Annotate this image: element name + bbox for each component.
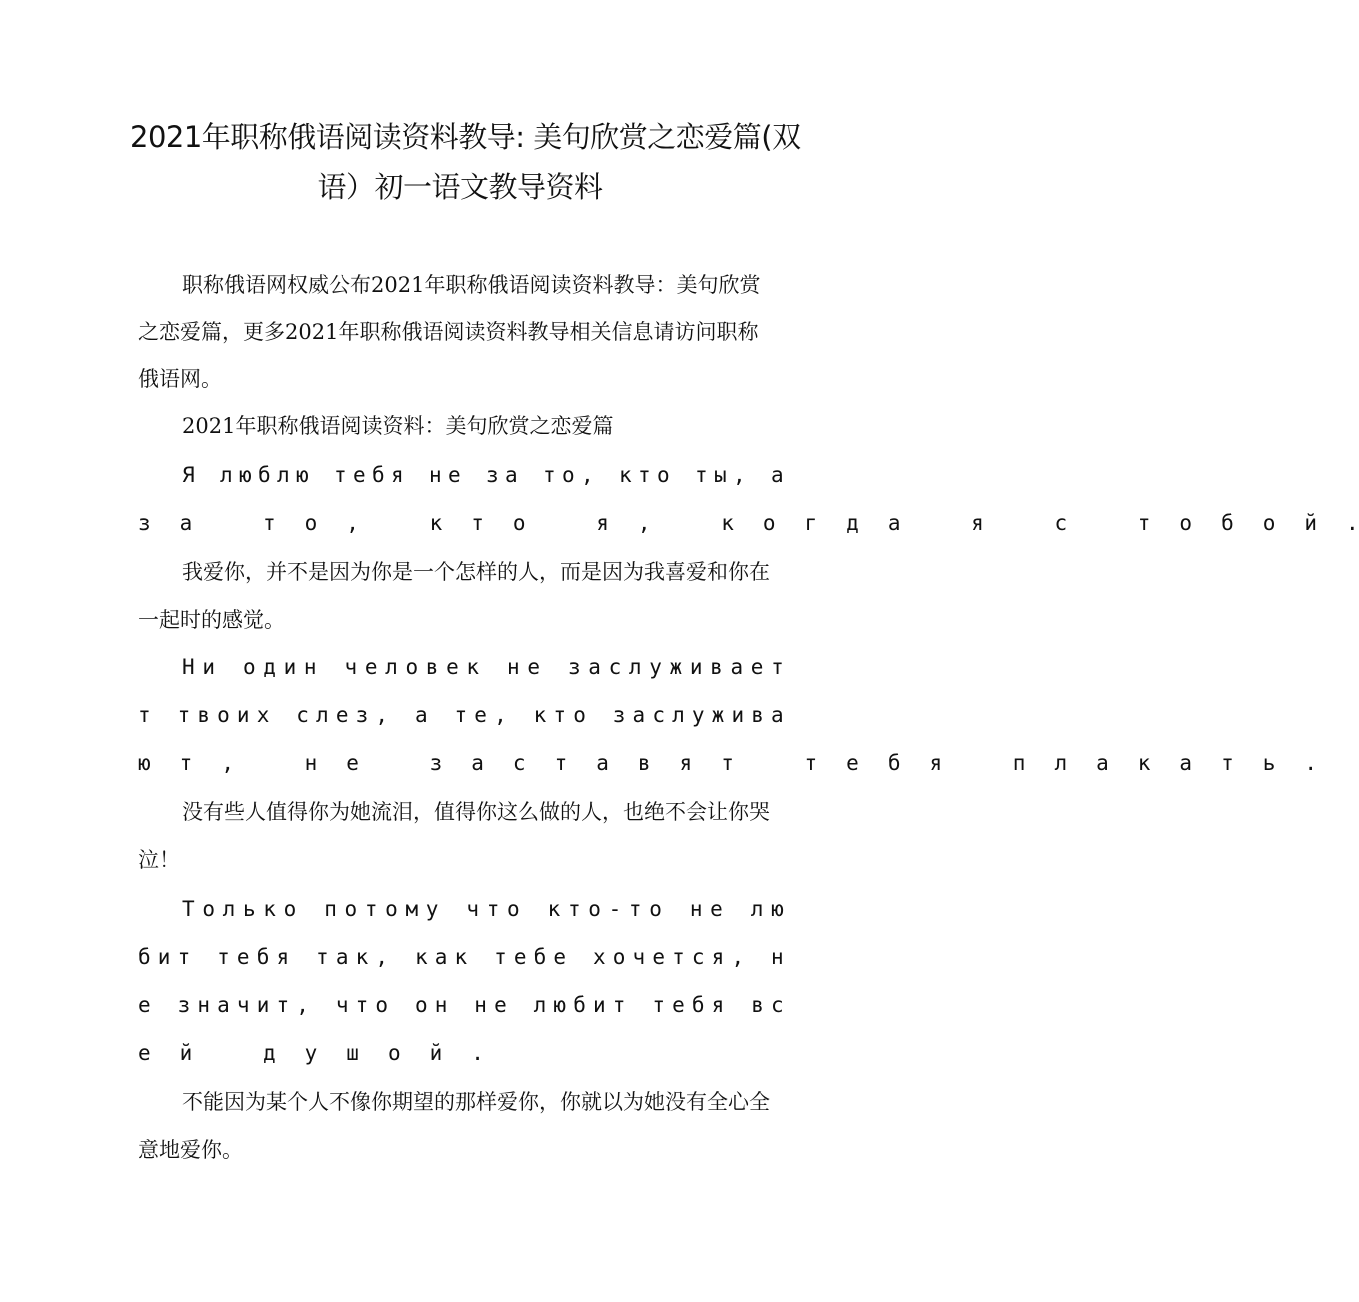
glyph xyxy=(633,981,646,1029)
glyph: л xyxy=(220,463,233,487)
glyph: з xyxy=(486,463,499,487)
quote-1-russian xyxy=(138,451,1359,547)
glyph xyxy=(1096,499,1109,547)
quote-3-chinese-line: 不能因为某个人不像你期望的那样爱你，你就以为她没有全心全 xyxy=(182,1090,770,1114)
glyph: т xyxy=(262,511,276,535)
glyph: в xyxy=(751,993,764,1017)
glyph: т xyxy=(553,703,567,727)
glyph: т xyxy=(652,993,665,1017)
glyph xyxy=(304,885,317,933)
quote-2-russian-line xyxy=(138,691,784,739)
glyph: с xyxy=(691,945,705,969)
glyph: т xyxy=(567,897,581,921)
glyph: , xyxy=(346,511,359,535)
glyph: а xyxy=(335,945,349,969)
glyph xyxy=(600,451,613,499)
glyph xyxy=(395,933,408,981)
glyph xyxy=(971,739,984,787)
glyph xyxy=(324,643,337,691)
glyph: п xyxy=(324,897,337,921)
intro-paragraph xyxy=(138,262,784,403)
quote-2-russian xyxy=(138,643,1318,787)
glyph: у xyxy=(649,655,662,679)
glyph: л xyxy=(222,897,236,921)
glyph: Я xyxy=(182,463,195,487)
glyph: л xyxy=(750,897,764,921)
glyph: й xyxy=(179,1041,193,1065)
glyph xyxy=(730,885,743,933)
glyph: т xyxy=(179,751,193,775)
glyph: д xyxy=(262,1041,276,1065)
glyph: т xyxy=(334,463,347,487)
quote-2-russian-line xyxy=(138,739,1318,787)
glyph: ч xyxy=(335,993,349,1017)
intro-line-3: 俄语网。 xyxy=(138,367,222,391)
quote-3-russian-line xyxy=(138,933,784,981)
glyph: н xyxy=(303,655,317,679)
quote-3-russian xyxy=(138,885,784,1077)
glyph xyxy=(524,451,537,499)
subheading-text: 2021年职称俄语阅读资料：美句欣赏之恋爱篇 xyxy=(182,414,614,438)
glyph: д xyxy=(846,511,859,535)
glyph xyxy=(514,691,527,739)
glyph: о xyxy=(612,945,626,969)
glyph: о xyxy=(762,511,776,535)
glyph xyxy=(752,451,765,499)
glyph: о xyxy=(562,463,575,487)
glyph: е xyxy=(494,993,507,1017)
glyph: а xyxy=(632,703,646,727)
glyph: т xyxy=(1137,511,1151,535)
glyph: , xyxy=(375,945,389,969)
glyph: ю xyxy=(771,897,784,921)
glyph: о xyxy=(344,897,358,921)
glyph: к xyxy=(547,897,561,921)
glyph: е xyxy=(353,463,366,487)
glyph: о xyxy=(507,897,520,921)
glyph: т xyxy=(454,703,468,727)
glyph xyxy=(751,933,764,981)
glyph xyxy=(435,691,448,739)
glyph: а xyxy=(771,703,784,727)
glyph xyxy=(316,981,329,1029)
quote-1-chinese xyxy=(138,548,784,644)
glyph: а xyxy=(1096,751,1109,775)
glyph: е xyxy=(335,703,349,727)
glyph: т xyxy=(486,897,500,921)
glyph: н xyxy=(771,945,784,969)
glyph: а xyxy=(471,751,484,775)
glyph: в xyxy=(197,703,210,727)
glyph: ь xyxy=(242,897,256,921)
glyph: у xyxy=(425,897,439,921)
glyph xyxy=(223,643,236,691)
glyph: . xyxy=(471,1041,484,1065)
glyph: я xyxy=(711,993,725,1017)
glyph: т xyxy=(612,993,626,1017)
glyph: б xyxy=(1221,511,1234,535)
quote-3-chinese xyxy=(138,1078,784,1174)
glyph: - xyxy=(608,897,622,921)
glyph: ю xyxy=(239,463,252,487)
glyph xyxy=(388,499,401,547)
glyph: а xyxy=(179,511,193,535)
quote-3-chinese-line: 意地爱你。 xyxy=(138,1138,243,1162)
glyph: т xyxy=(316,945,329,969)
glyph: е xyxy=(364,655,378,679)
glyph: о xyxy=(588,897,601,921)
glyph: о xyxy=(375,993,389,1017)
glyph: к xyxy=(454,945,468,969)
glyph: с xyxy=(652,703,665,727)
glyph: и xyxy=(157,945,171,969)
glyph: о xyxy=(385,897,398,921)
glyph: н xyxy=(304,751,318,775)
glyph xyxy=(410,451,423,499)
glyph: д xyxy=(263,655,276,679)
glyph: и xyxy=(592,993,606,1017)
glyph: н xyxy=(434,993,448,1017)
glyph: и xyxy=(283,655,297,679)
glyph: к xyxy=(466,655,480,679)
glyph: н xyxy=(429,463,442,487)
glyph: о xyxy=(657,463,670,487)
glyph: в xyxy=(425,655,439,679)
glyph: н xyxy=(197,993,210,1017)
glyph: к xyxy=(429,511,443,535)
glyph: н xyxy=(474,993,487,1017)
glyph: ч xyxy=(344,655,358,679)
glyph: . xyxy=(1304,751,1318,775)
glyph xyxy=(676,451,689,499)
glyph: е xyxy=(138,1041,151,1065)
glyph: з xyxy=(429,751,443,775)
glyph xyxy=(221,1029,234,1077)
glyph: ч xyxy=(466,897,480,921)
glyph: к xyxy=(721,511,734,535)
glyph xyxy=(763,739,776,787)
glyph: т xyxy=(721,751,734,775)
glyph: ж xyxy=(669,655,683,679)
glyph: я xyxy=(679,751,693,775)
title-line-2: 语）初一语文教导资料 xyxy=(317,170,603,204)
glyph: о xyxy=(1179,511,1193,535)
glyph: ж xyxy=(711,703,725,727)
subheading xyxy=(138,403,784,450)
glyph: л xyxy=(628,655,642,679)
glyph xyxy=(395,691,408,739)
glyph: й xyxy=(429,1041,443,1065)
glyph: о xyxy=(1262,511,1276,535)
glyph: е xyxy=(652,945,665,969)
glyph: , xyxy=(375,703,389,727)
glyph: Н xyxy=(182,655,195,679)
glyph: т xyxy=(1221,751,1234,775)
glyph: . xyxy=(1346,511,1359,535)
quote-2-russian-line xyxy=(138,643,784,691)
glyph: т xyxy=(628,897,642,921)
glyph: с xyxy=(512,751,526,775)
glyph: з xyxy=(177,993,191,1017)
glyph: х xyxy=(256,703,270,727)
glyph: л xyxy=(672,703,685,727)
glyph: о xyxy=(217,703,230,727)
glyph: ш xyxy=(346,1041,359,1065)
glyph xyxy=(573,933,586,981)
glyph xyxy=(395,981,408,1029)
glyph: о xyxy=(414,993,428,1017)
glyph: т xyxy=(494,945,507,969)
quote-3-russian-line xyxy=(138,981,784,1029)
quote-1-russian-line xyxy=(138,451,784,499)
glyph: о xyxy=(283,897,297,921)
quote-3-russian-line xyxy=(138,885,784,933)
glyph xyxy=(527,885,540,933)
glyph: , xyxy=(296,993,309,1017)
glyph: ь xyxy=(1262,751,1276,775)
glyph: т xyxy=(638,463,651,487)
glyph: и xyxy=(256,993,270,1017)
glyph: е xyxy=(513,945,527,969)
glyph: е xyxy=(346,751,359,775)
glyph: к xyxy=(355,945,369,969)
glyph: о xyxy=(387,1041,401,1065)
quote-2-chinese-line: 泣！ xyxy=(138,848,180,872)
glyph: е xyxy=(750,655,764,679)
glyph: е xyxy=(553,945,567,969)
glyph xyxy=(929,499,942,547)
glyph: г xyxy=(804,511,818,535)
glyph: я xyxy=(929,751,943,775)
glyph xyxy=(474,933,487,981)
glyph: , xyxy=(221,751,234,775)
glyph: о xyxy=(242,655,256,679)
glyph: т xyxy=(554,751,568,775)
glyph xyxy=(555,499,568,547)
glyph: б xyxy=(573,993,586,1017)
glyph: й xyxy=(1304,511,1318,535)
glyph: и xyxy=(236,703,250,727)
glyph xyxy=(315,451,328,499)
glyph: а xyxy=(588,655,601,679)
glyph: п xyxy=(1012,751,1026,775)
glyph: л xyxy=(316,703,329,727)
glyph xyxy=(388,739,401,787)
glyph: т xyxy=(177,703,191,727)
glyph: л xyxy=(385,655,398,679)
glyph: а xyxy=(217,993,230,1017)
quote-1-chinese-line: 一起时的感觉。 xyxy=(138,608,285,632)
glyph: б xyxy=(887,751,901,775)
glyph: а xyxy=(771,463,784,487)
glyph xyxy=(446,885,459,933)
glyph: т xyxy=(543,463,556,487)
glyph: к xyxy=(414,945,428,969)
glyph xyxy=(731,981,744,1029)
glyph: а xyxy=(505,463,518,487)
glyph xyxy=(467,451,480,499)
glyph: к xyxy=(263,897,276,921)
glyph: в xyxy=(751,703,764,727)
glyph: ю xyxy=(553,993,567,1017)
glyph: б xyxy=(372,463,385,487)
glyph: е xyxy=(138,993,151,1017)
intro-line-2: 之恋爱篇，更多2021年职称俄语阅读资料教导相关信息请访问职称 xyxy=(138,320,759,344)
glyph: т xyxy=(471,511,484,535)
glyph: е xyxy=(474,703,487,727)
glyph: а xyxy=(1179,751,1193,775)
glyph: и xyxy=(689,655,703,679)
document-title xyxy=(130,112,801,212)
glyph: т xyxy=(771,655,784,679)
glyph: ю xyxy=(296,463,309,487)
glyph: е xyxy=(448,463,461,487)
glyph: я xyxy=(711,945,725,969)
glyph xyxy=(221,499,234,547)
glyph: , xyxy=(637,511,651,535)
glyph: о xyxy=(202,897,215,921)
glyph: и xyxy=(202,655,215,679)
glyph xyxy=(158,691,171,739)
glyph: е xyxy=(672,993,685,1017)
glyph: з xyxy=(138,511,151,535)
glyph: я xyxy=(971,511,984,535)
glyph: з xyxy=(612,703,626,727)
glyph: л xyxy=(1054,751,1068,775)
glyph: е xyxy=(236,945,250,969)
glyph: н xyxy=(689,897,703,921)
glyph: т xyxy=(177,945,191,969)
glyph: о xyxy=(512,511,526,535)
glyph: с xyxy=(296,703,309,727)
glyph: т xyxy=(695,463,708,487)
title-line-1: 2021年职称俄语阅读资料教导: 美句欣赏之恋爱篇(双 xyxy=(130,120,801,154)
glyph xyxy=(201,451,214,499)
glyph: т xyxy=(276,993,290,1017)
glyph: у xyxy=(304,1041,318,1065)
intro-line-1: 职称俄语网权威公布2021年职称俄语阅读资料教导：美句欣赏 xyxy=(182,273,761,297)
glyph: ы xyxy=(714,463,727,487)
glyph xyxy=(197,933,210,981)
glyph: а xyxy=(730,655,744,679)
glyph: т xyxy=(364,897,378,921)
quote-2-chinese-line: 没有些人值得你为她流泪，值得你这么做的人，也绝不会让你哭 xyxy=(182,800,770,824)
glyph: м xyxy=(405,897,419,921)
glyph xyxy=(158,981,171,1029)
quote-3-russian-line xyxy=(138,1029,784,1077)
glyph xyxy=(680,499,693,547)
glyph: е xyxy=(710,897,723,921)
glyph: б xyxy=(138,945,151,969)
glyph: е xyxy=(846,751,859,775)
glyph: а xyxy=(596,751,609,775)
glyph xyxy=(455,981,468,1029)
glyph: н xyxy=(507,655,520,679)
glyph: т xyxy=(138,703,151,727)
glyph: в xyxy=(637,751,651,775)
glyph: х xyxy=(592,945,606,969)
glyph: , xyxy=(581,463,594,487)
glyph xyxy=(514,981,527,1029)
glyph: о xyxy=(573,703,586,727)
glyph: е xyxy=(446,655,459,679)
glyph: т xyxy=(804,751,818,775)
glyph: я xyxy=(276,945,290,969)
glyph: б xyxy=(533,945,547,969)
glyph: б xyxy=(258,463,271,487)
glyph xyxy=(593,691,606,739)
glyph: т xyxy=(355,993,369,1017)
glyph: б xyxy=(691,993,705,1017)
glyph: о xyxy=(649,897,662,921)
glyph: в xyxy=(710,655,723,679)
glyph xyxy=(276,691,289,739)
glyph: , xyxy=(731,945,745,969)
glyph xyxy=(1013,499,1026,547)
glyph: о xyxy=(405,655,419,679)
glyph: с xyxy=(608,655,622,679)
glyph: у xyxy=(691,703,705,727)
glyph xyxy=(487,643,500,691)
glyph xyxy=(296,933,309,981)
glyph xyxy=(548,643,561,691)
glyph: я xyxy=(391,463,404,487)
glyph: л xyxy=(277,463,290,487)
glyph xyxy=(263,739,276,787)
glyph: а xyxy=(434,945,448,969)
glyph: я xyxy=(596,511,609,535)
glyph: ч xyxy=(632,945,646,969)
glyph: а xyxy=(887,511,901,535)
glyph: б xyxy=(256,945,270,969)
glyph: о xyxy=(304,511,318,535)
glyph: , xyxy=(733,463,746,487)
glyph: е xyxy=(527,655,540,679)
glyph: ч xyxy=(236,993,250,1017)
glyph: т xyxy=(217,945,230,969)
glyph: к xyxy=(619,463,632,487)
glyph xyxy=(670,885,683,933)
glyph: з xyxy=(567,655,581,679)
glyph: т xyxy=(672,945,685,969)
quote-1-chinese-line: 我爱你，并不是因为你是一个怎样的人，而是因为我喜爱和你在 xyxy=(182,560,770,584)
quote-2-chinese xyxy=(138,788,784,884)
glyph: к xyxy=(1137,751,1151,775)
glyph: а xyxy=(414,703,428,727)
glyph: с xyxy=(1054,511,1068,535)
glyph: з xyxy=(355,703,369,727)
quote-1-russian-line xyxy=(138,499,1359,547)
glyph: л xyxy=(533,993,547,1017)
glyph: с xyxy=(771,993,784,1017)
glyph: ю xyxy=(138,751,151,775)
glyph: , xyxy=(494,703,507,727)
glyph: Т xyxy=(182,897,195,921)
glyph: и xyxy=(731,703,745,727)
glyph: к xyxy=(533,703,547,727)
